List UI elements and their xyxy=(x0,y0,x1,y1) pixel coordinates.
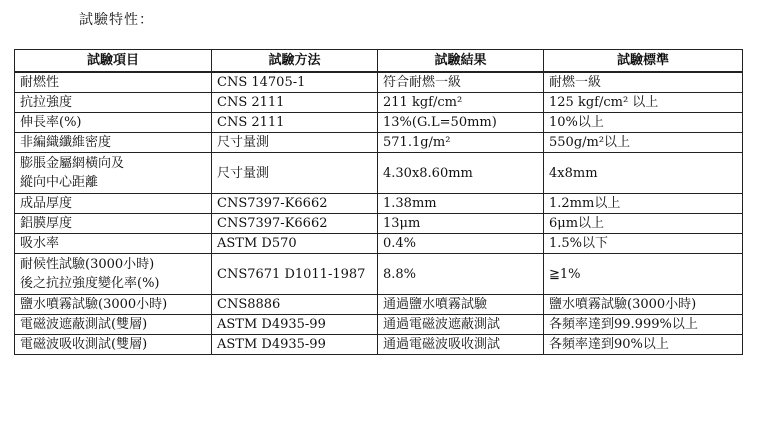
cell-test-method xyxy=(212,113,378,133)
cell-test-item-text: 抗拉強度 xyxy=(20,95,73,110)
cell-test-item xyxy=(15,335,212,355)
header-test-item: 試驗項目 xyxy=(15,50,212,73)
cell-test-result-text: 571.1g/m² xyxy=(383,135,451,150)
header-test-method: 試驗方法 xyxy=(212,50,378,73)
cell-test-result xyxy=(378,335,544,355)
cell-test-method-text: CNS7671 D1011-1987 xyxy=(217,266,366,282)
cell-test-standard-text: 鹽水噴霧試驗(3000小時) xyxy=(549,297,697,312)
cell-test-item-text: 電磁波遮蔽測試(雙層) xyxy=(20,317,148,332)
cell-test-method xyxy=(212,254,378,295)
cell-test-item-text: 電磁波吸收測試(雙層) xyxy=(20,337,148,352)
cell-test-method xyxy=(212,133,378,153)
cell-test-result-text: 通過電磁波吸收測試 xyxy=(383,337,501,352)
table-body xyxy=(15,72,743,355)
cell-test-result-text: 13μm xyxy=(383,216,421,231)
table-row xyxy=(15,72,743,93)
table-row xyxy=(15,133,743,153)
cell-test-item xyxy=(15,93,212,113)
cell-test-item-text: 鋁膜厚度 xyxy=(20,216,73,231)
cell-test-method xyxy=(212,315,378,335)
cell-test-item-text: 吸水率 xyxy=(20,236,60,251)
cell-test-standard-text: ≧1% xyxy=(549,266,581,282)
cell-test-method xyxy=(212,72,378,93)
cell-test-standard-text: 耐燃一級 xyxy=(549,75,602,90)
cell-test-standard-text: 4x8mm xyxy=(549,165,598,181)
cell-test-standard-text: 1.2mm以上 xyxy=(549,196,621,211)
table-row xyxy=(15,234,743,254)
cell-test-item xyxy=(15,254,212,295)
cell-test-standard xyxy=(544,93,743,113)
cell-test-item xyxy=(15,72,212,93)
cell-test-method xyxy=(212,335,378,355)
cell-test-result xyxy=(378,234,544,254)
cell-test-item xyxy=(15,214,212,234)
table-row xyxy=(15,113,743,133)
cell-test-result xyxy=(378,254,544,295)
cell-test-standard xyxy=(544,214,743,234)
cell-test-item xyxy=(15,295,212,315)
cell-test-standard xyxy=(544,315,743,335)
cell-test-method-text: ASTM D570 xyxy=(217,236,297,251)
cell-test-standard-text: 125 kgf/cm² 以上 xyxy=(549,95,659,110)
cell-test-result xyxy=(378,93,544,113)
cell-test-standard xyxy=(544,133,743,153)
cell-test-result-text: 13%(G.L=50mm) xyxy=(383,115,497,130)
cell-test-method xyxy=(212,153,378,194)
cell-test-item-text: 耐燃性 xyxy=(20,75,60,90)
cell-test-standard-text: 各頻率達到99.999%以上 xyxy=(549,317,698,332)
cell-test-standard-text: 6μm以上 xyxy=(549,216,605,231)
cell-test-result-text: 211 kgf/cm² xyxy=(383,95,463,110)
header-test-result: 試驗結果 xyxy=(378,50,544,73)
cell-test-item-text: 成品厚度 xyxy=(20,196,73,211)
cell-test-item xyxy=(15,153,212,194)
page-heading: 試驗特性： xyxy=(79,12,154,28)
cell-test-item xyxy=(15,234,212,254)
cell-test-result-text: 4.30x8.60mm xyxy=(383,165,473,181)
cell-test-method-text: CNS8886 xyxy=(217,297,281,312)
cell-test-result-text: 8.8% xyxy=(383,266,417,282)
cell-test-item xyxy=(15,113,212,133)
cell-test-method-text: CNS7397-K6662 xyxy=(217,196,328,211)
cell-test-method xyxy=(212,194,378,214)
table-row xyxy=(15,315,743,335)
cell-test-result xyxy=(378,113,544,133)
cell-test-method xyxy=(212,214,378,234)
table-row xyxy=(15,295,743,315)
cell-test-standard xyxy=(544,234,743,254)
cell-test-method-text: CNS 14705-1 xyxy=(217,75,306,90)
cell-test-method-text: CNS7397-K6662 xyxy=(217,216,328,231)
cell-test-method-text: CNS 2111 xyxy=(217,115,285,130)
cell-test-standard xyxy=(544,72,743,93)
cell-test-method-text: 尺寸量測 xyxy=(217,165,270,181)
cell-test-result-text: 符合耐燃一級 xyxy=(383,75,462,90)
cell-test-standard-text: 550g/m²以上 xyxy=(549,135,631,150)
cell-test-method-text: ASTM D4935-99 xyxy=(217,337,326,352)
cell-test-standard xyxy=(544,254,743,295)
table-header-row xyxy=(15,50,743,73)
cell-test-standard xyxy=(544,194,743,214)
cell-test-item-text: 非編織纖維密度 xyxy=(20,135,112,150)
cell-test-method-text: ASTM D4935-99 xyxy=(217,317,326,332)
cell-test-result xyxy=(378,214,544,234)
cell-test-item xyxy=(15,133,212,153)
cell-test-item-text: 耐候性試驗(3000小時) 後之抗拉強度變化率(%) xyxy=(20,257,160,291)
cell-test-standard xyxy=(544,113,743,133)
cell-test-standard xyxy=(544,295,743,315)
table-row xyxy=(15,254,743,295)
cell-test-method xyxy=(212,93,378,113)
cell-test-item xyxy=(15,194,212,214)
cell-test-standard-text: 1.5%以下 xyxy=(549,236,609,251)
cell-test-result xyxy=(378,72,544,93)
cell-test-method-text: CNS 2111 xyxy=(217,95,285,110)
cell-test-standard-text: 各頻率達到90%以上 xyxy=(549,337,669,352)
table-row xyxy=(15,93,743,113)
table-row xyxy=(15,335,743,355)
cell-test-result-text: 通過鹽水噴霧試驗 xyxy=(383,297,488,312)
cell-test-standard xyxy=(544,335,743,355)
cell-test-result xyxy=(378,153,544,194)
cell-test-result xyxy=(378,194,544,214)
table-row xyxy=(15,214,743,234)
cell-test-result xyxy=(378,295,544,315)
cell-test-method xyxy=(212,234,378,254)
cell-test-result xyxy=(378,315,544,335)
cell-test-item-text: 伸長率(%) xyxy=(20,115,82,130)
cell-test-result-text: 0.4% xyxy=(383,236,417,251)
test-spec-table xyxy=(14,49,743,355)
cell-test-item xyxy=(15,315,212,335)
cell-test-standard xyxy=(544,153,743,194)
table-row xyxy=(15,153,743,194)
cell-test-item-text: 鹽水噴霧試驗(3000小時) xyxy=(20,297,168,312)
table-row xyxy=(15,194,743,214)
cell-test-method-text: 尺寸量測 xyxy=(217,135,270,150)
cell-test-result-text: 通過電磁波遮蔽測試 xyxy=(383,317,501,332)
cell-test-result-text: 1.38mm xyxy=(383,196,437,211)
cell-test-result xyxy=(378,133,544,153)
header-test-standard: 試驗標準 xyxy=(544,50,743,73)
cell-test-method xyxy=(212,295,378,315)
cell-test-standard-text: 10%以上 xyxy=(549,115,604,130)
cell-test-item-text: 膨脹金屬網橫向及 縱向中心距離 xyxy=(20,156,125,190)
